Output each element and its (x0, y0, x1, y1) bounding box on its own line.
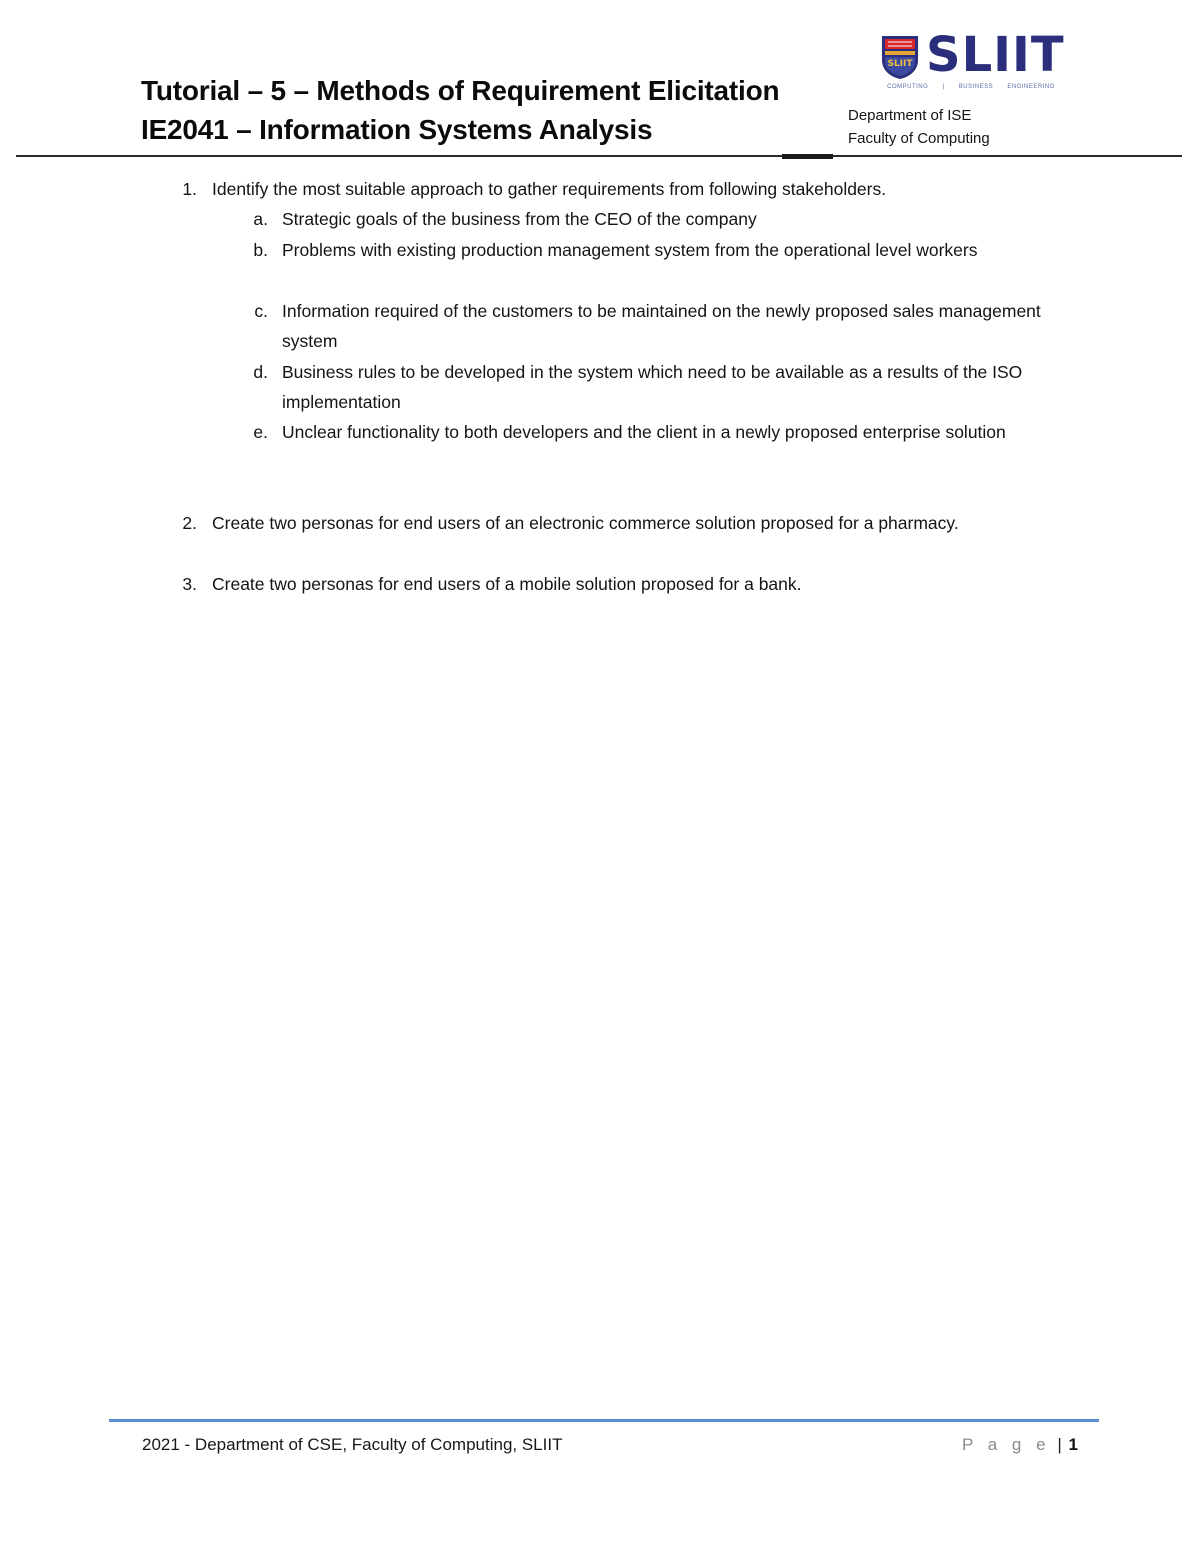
sub-item-text: Unclear functionality to both developers and the client in a newly proposed enterprise solution (282, 422, 1006, 442)
sliit-crest-icon (880, 34, 920, 80)
tagline-business: BUSINESS (958, 84, 994, 90)
question-number: 2. (182, 513, 197, 533)
header-divider (16, 155, 1182, 157)
page-number: 1 (1068, 1435, 1078, 1454)
sub-item-letter: a. (253, 209, 268, 229)
sub-item-text: Business rules to be developed in the system which need to be available as a results of the ISO implementation (282, 362, 1023, 412)
sub-item-letter: b. (253, 240, 268, 260)
tagline-engineering: ENGINEERING (1007, 84, 1055, 90)
page-indicator (962, 1433, 1078, 1457)
sub-item-letter: e. (253, 422, 268, 442)
course-title (141, 112, 652, 148)
tagline-computing: COMPUTING (887, 84, 929, 90)
logo-wordmark: SLIIT (926, 27, 1065, 83)
question-text: Create two personas for end users of an electronic commerce solution proposed for a pharmacy. (212, 513, 959, 533)
question-number: 3. (182, 574, 197, 594)
footer-divider (109, 1419, 1099, 1422)
question-number: 1. (182, 179, 197, 199)
page-separator: | (1057, 1435, 1062, 1454)
tagline-separator: | (942, 84, 945, 90)
logo-tagline (880, 84, 1062, 90)
faculty-name: Faculty of Computing (848, 130, 990, 147)
crest-text: SLIIT (887, 59, 913, 69)
course-title-text: IE2041 – Information Systems Analysis (141, 114, 653, 145)
sub-item-letter: c. (254, 301, 268, 321)
sliit-logo (880, 27, 1065, 91)
sub-item-letter: d. (253, 362, 268, 382)
sub-item-text: Problems with existing production management system from the operational level workers (282, 240, 978, 260)
footer-text: 2021 - Department of CSE, Faculty of Computing, SLIIT (142, 1435, 563, 1454)
tutorial-title: Tutorial – 5 – Methods of Requirement Elicitation (141, 75, 780, 106)
question-text: Identify the most suitable approach to gather requirements from following stakeholders. (212, 179, 887, 199)
header-divider-accent (782, 154, 833, 159)
department-info (848, 104, 990, 150)
sub-item-text: Strategic goals of the business from the CEO of the company (282, 209, 757, 229)
question-text: Create two personas for end users of a mobile solution proposed for a bank. (212, 574, 802, 594)
sub-item-text: Information required of the customers to be maintained on the newly proposed sales management system (282, 301, 1041, 351)
page-label: P a g e (962, 1435, 1051, 1454)
department-name: Department of ISE (848, 107, 972, 124)
